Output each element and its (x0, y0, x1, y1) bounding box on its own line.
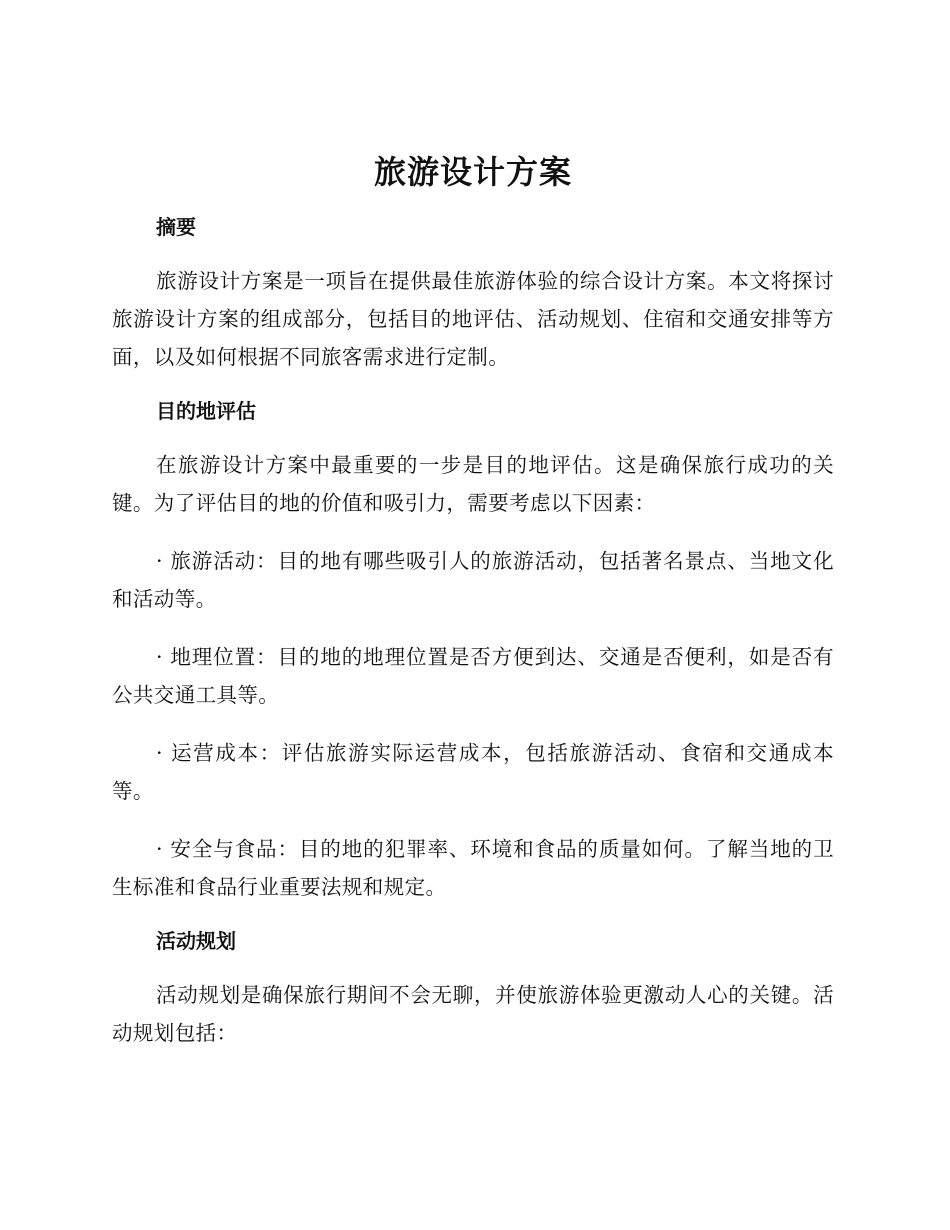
paragraph: 旅游设计方案是一项旨在提供最佳旅游体验的综合设计方案。本文将探讨旅游设计方案的组成部分，包括目的地评估、活动规划、住宿和交通安排等方面，以及如何根据不同旅客需求进行定制。 (112, 269, 834, 369)
bullet-paragraph: · 运营成本：评估旅游实际运营成本，包括旅游活动、食宿和交通成本等。 (112, 741, 834, 803)
bullet-paragraph: · 地理位置：目的地的地理位置是否方便到达、交通是否便利，如是否有公共交通工具等。 (112, 645, 834, 707)
section-heading: 目的地评估 (156, 399, 256, 423)
section-activity-planning (112, 926, 834, 1052)
paragraph: 活动规划是确保旅行期间不会无聊，并使旅游体验更激动人心的关键。活动规划包括： (112, 983, 834, 1045)
document-title: 旅游设计方案 (373, 153, 572, 191)
section-heading: 活动规划 (156, 929, 236, 953)
document-body (112, 150, 834, 1072)
section-heading: 摘要 (156, 215, 196, 239)
bullet-paragraph: · 旅游活动：目的地有哪些吸引人的旅游活动，包括著名景点、当地文化和活动等。 (112, 549, 834, 611)
bullet-paragraph: · 安全与食品：目的地的犯罪率、环境和食品的质量如何。了解当地的卫生标准和食品行业重要法规和规定。 (112, 837, 834, 899)
section-destination-assessment (112, 396, 834, 906)
section-abstract (112, 212, 834, 376)
paragraph: 在旅游设计方案中最重要的一步是目的地评估。这是确保旅行成功的关键。为了评估目的地的价值和吸引力，需要考虑以下因素： (112, 453, 834, 515)
